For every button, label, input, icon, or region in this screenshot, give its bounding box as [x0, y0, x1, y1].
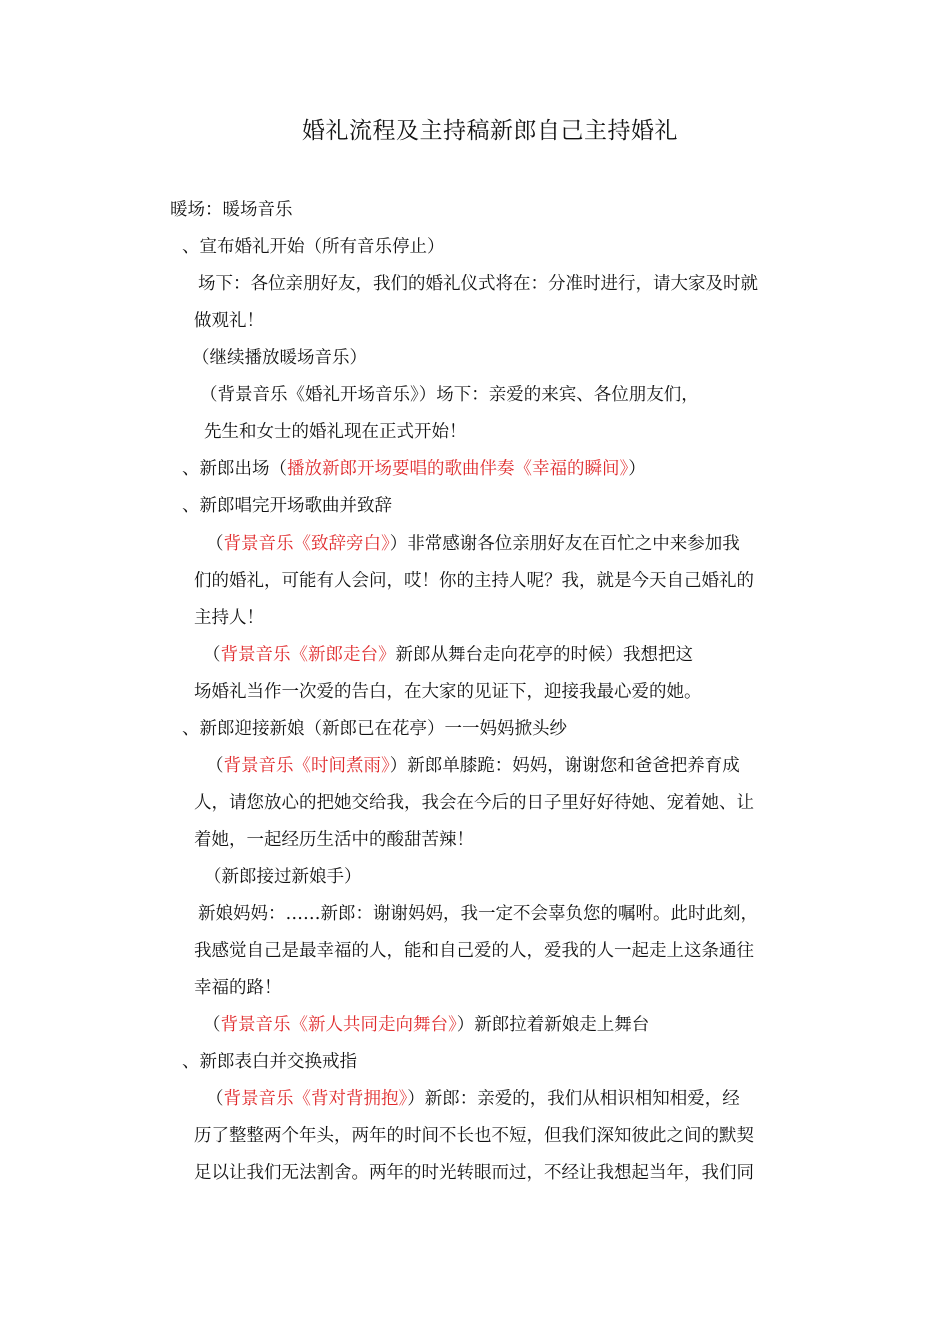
paragraph-line — [203, 1013, 649, 1037]
paragraph-line — [198, 272, 758, 296]
section-heading-start — [182, 235, 445, 259]
paragraph-line — [200, 383, 699, 407]
paragraph-line — [204, 865, 362, 889]
text-run: ）新郎：亲爱的，我们从相识相知相爱，经 — [407, 1089, 740, 1109]
text-run: 着她，一起经历生活中的酸甜苦辣！ — [194, 830, 474, 850]
paragraph-line — [194, 1161, 754, 1185]
text-run: 场下：各位亲朋好友，我们的婚礼仪式将在：分准时进行，请大家及时就 — [198, 274, 758, 294]
paragraph-line — [194, 976, 282, 1000]
text-run: （ — [203, 1015, 221, 1035]
paragraph-line — [206, 532, 740, 556]
text-run: （ — [206, 1089, 224, 1109]
text-run: （继续播放暖场音乐） — [192, 348, 367, 368]
paragraph-line — [198, 902, 758, 926]
text-run: 们的婚礼，可能有人会问，哎！你的主持人呢？我，就是今天自己婚礼的 — [194, 571, 754, 591]
paragraph-line — [194, 680, 702, 704]
text-run: 主持人！ — [194, 608, 264, 628]
text-run: ） — [628, 459, 646, 479]
text-run: 做观礼！ — [194, 311, 264, 331]
music-cue-text: 背景音乐《背对背拥抱》 — [223, 1089, 408, 1109]
music-cue-text: 播放新郎开场要唱的歌曲伴奏《幸福的瞬间》 — [287, 459, 629, 479]
paragraph-line — [194, 606, 264, 630]
paragraph-line — [206, 1087, 740, 1111]
text-run: 人，请您放心的把她交给我，我会在今后的日子里好好待她、宠着她、让 — [194, 793, 754, 813]
text-run: 足以让我们无法割舍。两年的时光转眼而过，不经让我想起当年，我们同 — [194, 1163, 754, 1183]
music-cue-text: 背景音乐《新人共同走向舞台》 — [220, 1015, 457, 1035]
text-run: （新郎接过新娘手） — [204, 867, 362, 887]
paragraph-line — [194, 828, 474, 852]
paragraph-line — [192, 346, 367, 370]
paragraph-line — [203, 643, 693, 667]
text-run: 、新郎表白并交换戒指 — [182, 1052, 357, 1072]
text-run: 暖场：暖场音乐 — [170, 200, 293, 220]
text-run: ）非常感谢各位亲朋好友在百忙之中来参加我 — [389, 534, 740, 554]
section-heading-ring-exchange — [182, 1050, 357, 1074]
text-run: （ — [203, 645, 221, 665]
paragraph-line — [194, 1124, 754, 1148]
text-run: （背景音乐《婚礼开场音乐》）场下：亲爱的来宾、各位朋友们， — [200, 385, 699, 405]
text-run: 、新郎唱完开场歌曲并致辞 — [182, 496, 392, 516]
paragraph-line — [194, 309, 264, 333]
text-run: （ — [206, 534, 224, 554]
text-run: 、宣布婚礼开始（所有音乐停止） — [182, 237, 445, 257]
section-heading-groom-entrance — [182, 457, 646, 481]
music-cue-text: 背景音乐《致辞旁白》 — [223, 534, 390, 554]
document-title: 婚礼流程及主持稿新郎自己主持婚礼 — [302, 118, 678, 144]
text-run: 、新郎迎接新娘（新郎已在花亭）一一妈妈掀头纱 — [182, 719, 567, 739]
text-run: ）新郎拉着新娘走上舞台 — [456, 1015, 650, 1035]
paragraph-line — [206, 754, 740, 778]
text-run: ）新郎单膝跪：妈妈，谢谢您和爸爸把养育成 — [389, 756, 740, 776]
paragraph-line — [204, 420, 467, 444]
section-heading-greet-bride — [182, 717, 567, 741]
music-cue-text: 背景音乐《时间煮雨》 — [223, 756, 390, 776]
paragraph-line — [194, 939, 754, 963]
text-run: 新郎从舞台走向花亭的时候）我想把这 — [395, 645, 693, 665]
text-run: 幸福的路！ — [194, 978, 282, 998]
text-run: （ — [206, 756, 224, 776]
paragraph-line — [194, 791, 754, 815]
text-run: 我感觉自己是最幸福的人，能和自己爱的人，爱我的人一起走上这条通往 — [194, 941, 754, 961]
text-run: 场婚礼当作一次爱的告白，在大家的见证下，迎接我最心爱的她。 — [194, 682, 702, 702]
text-run: 新娘妈妈：……新郎：谢谢妈妈，我一定不会辜负您的嘱咐。此时此刻， — [198, 904, 758, 924]
text-run: 先生和女士的婚礼现在正式开始！ — [204, 422, 467, 442]
text-run: 、新郎出场（ — [182, 459, 287, 479]
section-heading-speech — [182, 494, 392, 518]
music-cue-text: 背景音乐《新郎走台》 — [220, 645, 396, 665]
paragraph-line — [194, 569, 754, 593]
text-line-warmup — [170, 198, 293, 222]
text-run: 历了整整两个年头，两年的时间不长也不短，但我们深知彼此之间的默契 — [194, 1126, 754, 1146]
